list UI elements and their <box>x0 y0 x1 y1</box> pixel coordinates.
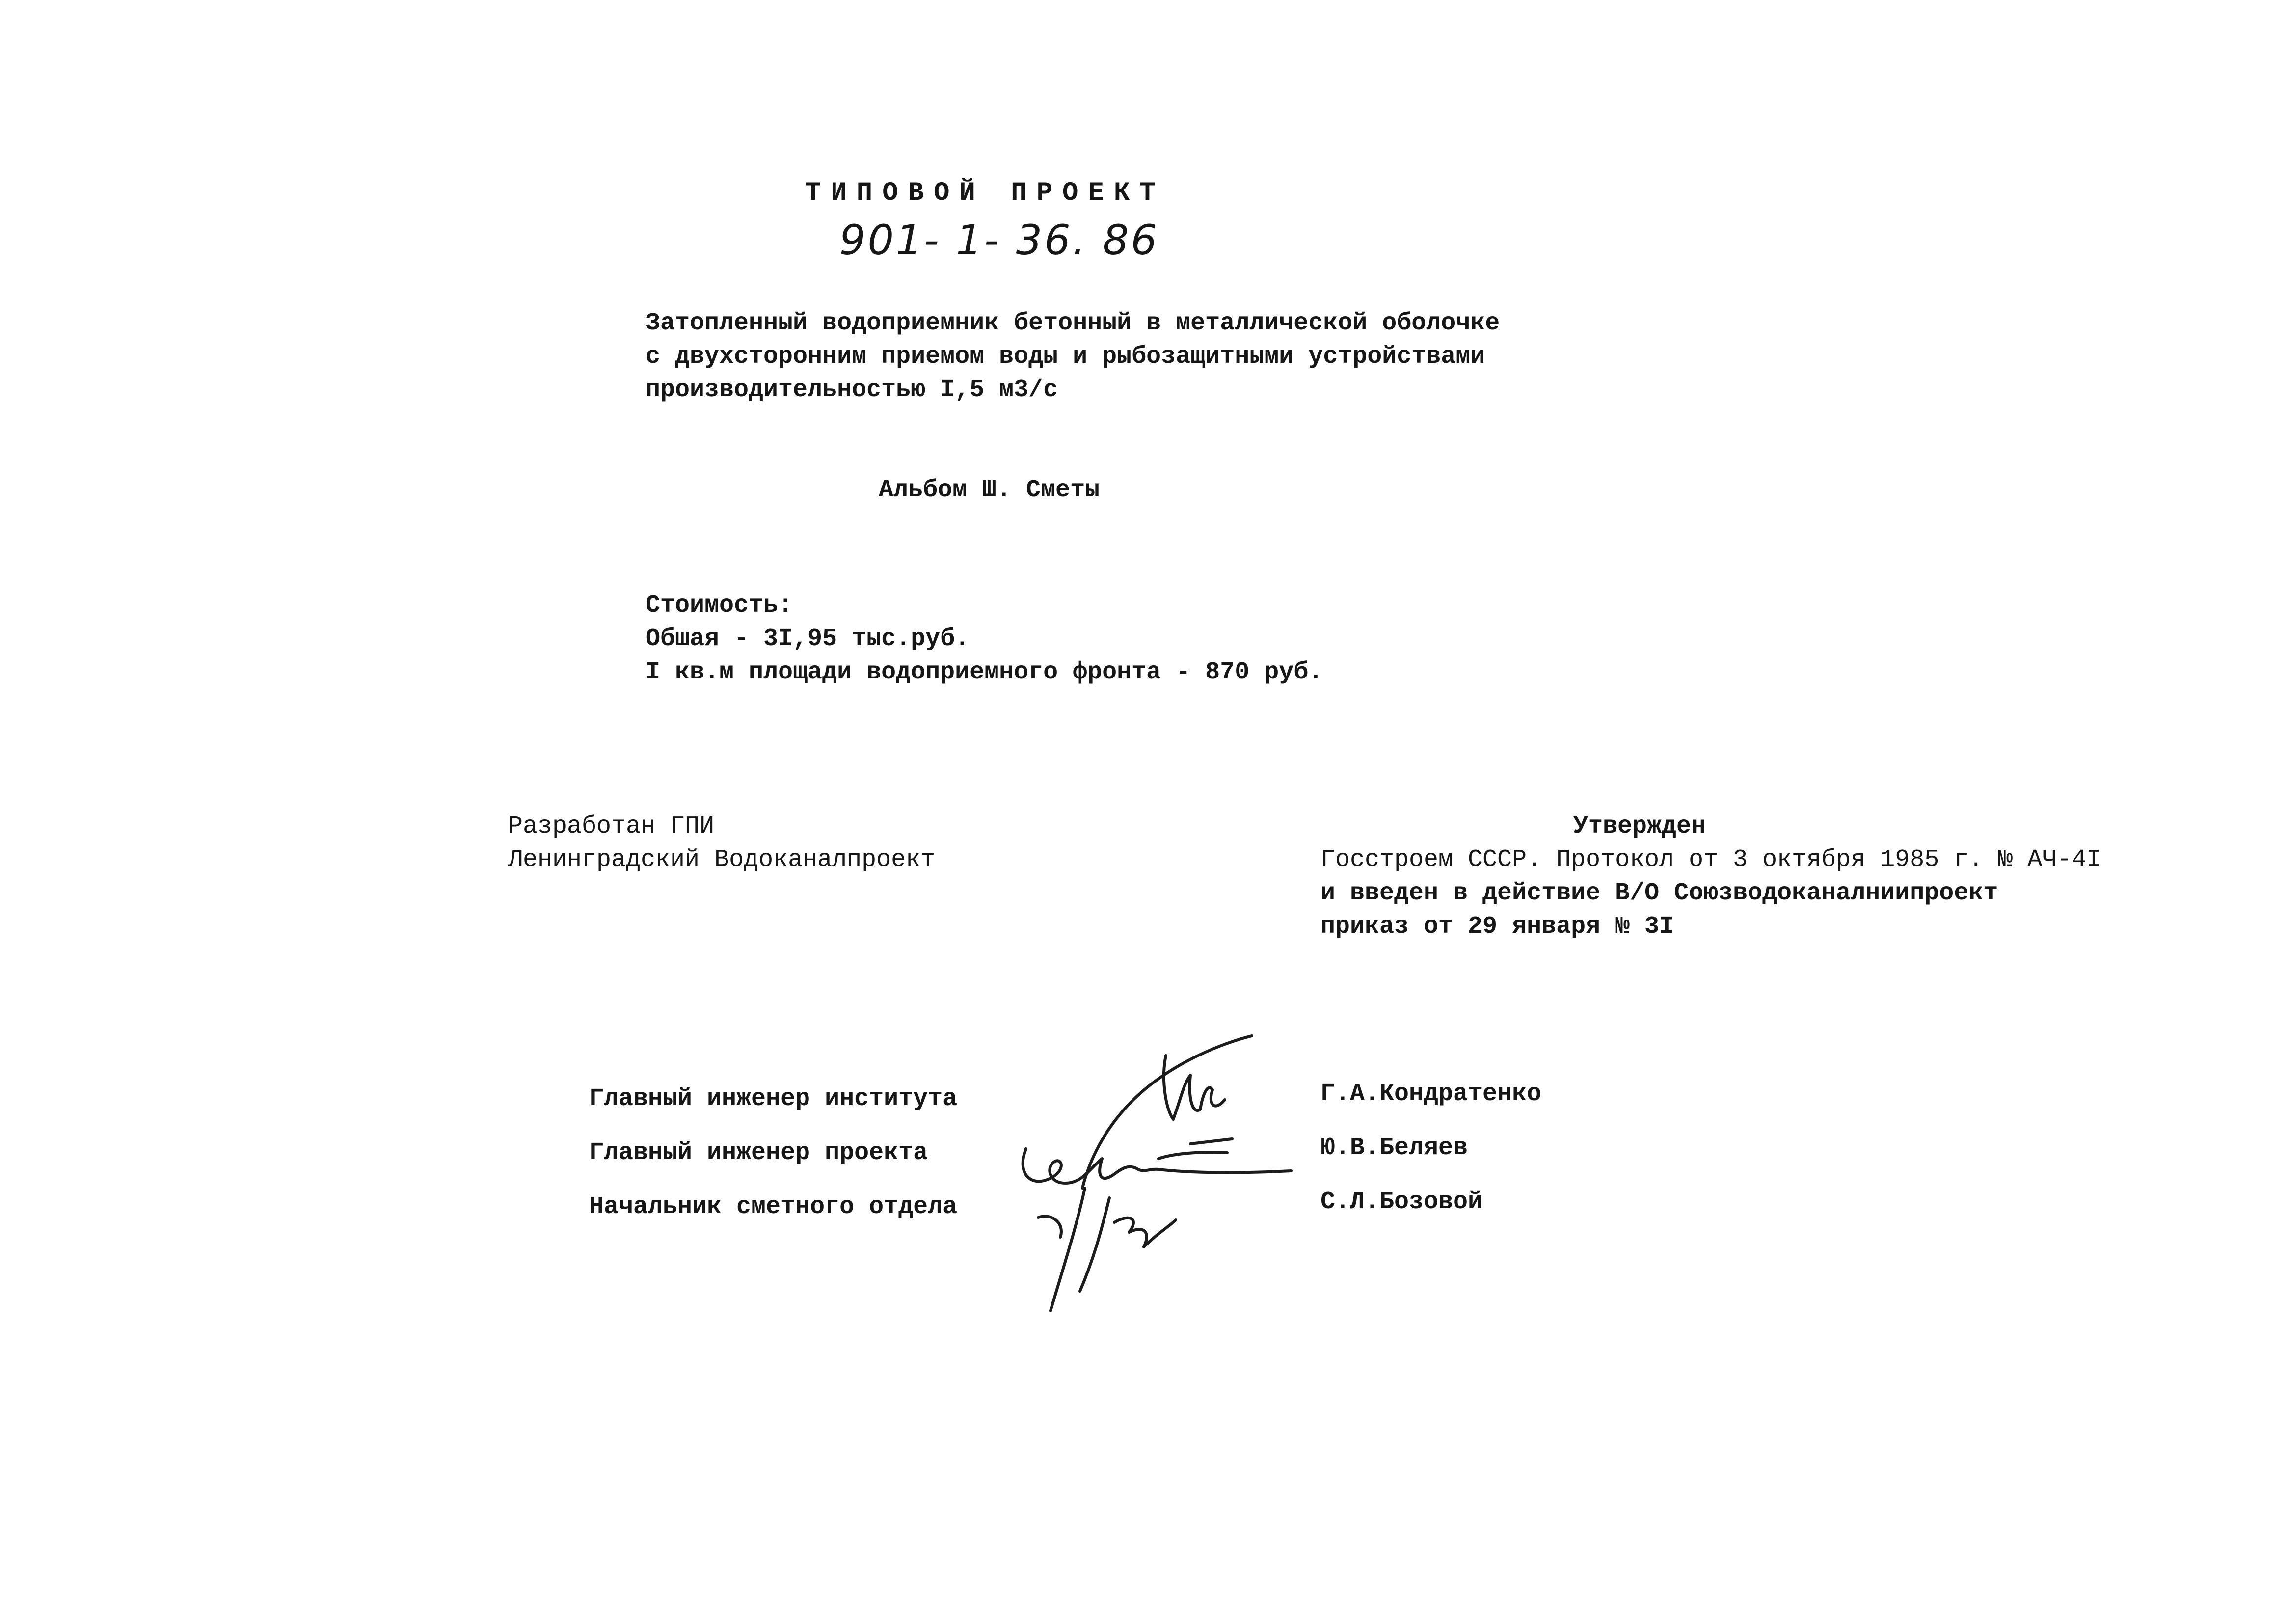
signature-name: Ю.В.Беляев <box>1320 1134 1468 1162</box>
handwritten-signatures <box>997 1026 1311 1321</box>
signature-position: Главный инженер института <box>589 1085 958 1113</box>
approval-line: приказ от 29 января № 3I <box>1320 913 1674 941</box>
document-heading: ТИПОВОЙ ПРОЕКТ <box>805 178 1165 208</box>
project-number: 901- 1- 36. 86 <box>839 216 1159 264</box>
cost-per-area: I кв.м площади водоприемного фронта - 870 руб. <box>646 658 1323 686</box>
signature-name: Г.А.Кондратенко <box>1320 1080 1542 1108</box>
signature-position: Главный инженер проекта <box>589 1139 928 1167</box>
developed-by: Разработан ГПИ <box>508 812 715 840</box>
title-line: с двухсторонним приемом воды и рыбозащитными устройствами <box>646 343 1485 371</box>
approval-line: Госстроем СССР. Протокол от 3 октября 1985 г. № АЧ-4I <box>1320 846 2101 874</box>
developer-org: Ленинградский Водоканалпроект <box>508 846 936 874</box>
title-line: Затопленный водоприемник бетонный в металлической оболочке <box>646 309 1500 337</box>
signature-position: Начальник сметного отдела <box>589 1193 958 1221</box>
cost-label: Стоимость: <box>646 592 793 620</box>
approval-title: Утвержден <box>1573 812 1706 840</box>
approval-line: и введен в действие В/О Союзводоканалниипроект <box>1320 879 1998 907</box>
signature-name: С.Л.Бозовой <box>1320 1188 1483 1216</box>
cost-total: Обшая - 3I,95 тыс.руб. <box>646 625 970 653</box>
album-label: Альбом Ш. Сметы <box>879 476 1100 504</box>
title-line: производительностью I,5 м3/с <box>646 376 1058 404</box>
